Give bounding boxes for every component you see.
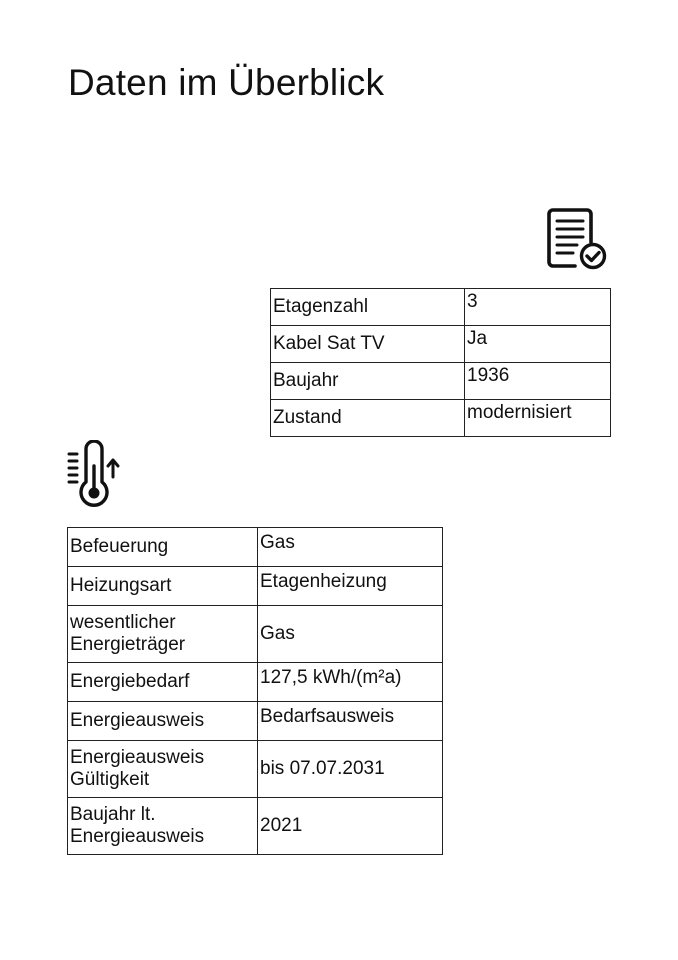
table-row [271, 326, 611, 363]
table-row [68, 798, 443, 855]
table-cell-label: Energiebedarf [68, 663, 258, 702]
table-row [68, 528, 443, 567]
table-cell-label: Baujahr [271, 363, 465, 400]
table-row [68, 741, 443, 798]
table-cell-label: Baujahr lt. Energieausweis [68, 798, 258, 855]
table-row [271, 289, 611, 326]
table-cell-value: 3 [465, 289, 611, 326]
table-row [271, 400, 611, 437]
table-cell-label: wesentlicher Energieträger [68, 606, 258, 663]
table-cell-label: Zustand [271, 400, 465, 437]
table-cell-value: Bedarfsausweis [258, 702, 443, 741]
table-cell-value: Ja [465, 326, 611, 363]
table-row [68, 702, 443, 741]
table-cell-value: Etagenheizung [258, 567, 443, 606]
document-check-icon [545, 208, 609, 272]
table-cell-value: Gas [258, 528, 443, 567]
table-cell-value: 2021 [258, 798, 443, 855]
table-cell-label: Kabel Sat TV [271, 326, 465, 363]
table-cell-label: Befeuerung [68, 528, 258, 567]
table-cell-label: Etagenzahl [271, 289, 465, 326]
table-cell-value: bis 07.07.2031 [258, 741, 443, 798]
table-cell-value: 1936 [465, 363, 611, 400]
table-row [68, 567, 443, 606]
table-cell-value: modernisiert [465, 400, 611, 437]
table-row [68, 606, 443, 663]
energy-data-table [67, 527, 443, 855]
table-cell-label: Heizungsart [68, 567, 258, 606]
table-cell-label: Energieausweis Gültigkeit [68, 741, 258, 798]
thermometer-up-icon [66, 440, 124, 508]
page-title: Daten im Überblick [68, 62, 385, 103]
table-cell-value: Gas [258, 606, 443, 663]
table-row [68, 663, 443, 702]
table-row [271, 363, 611, 400]
building-data-table [270, 288, 611, 437]
table-cell-value: 127,5 kWh/(m²a) [258, 663, 443, 702]
table-cell-label: Energieausweis [68, 702, 258, 741]
